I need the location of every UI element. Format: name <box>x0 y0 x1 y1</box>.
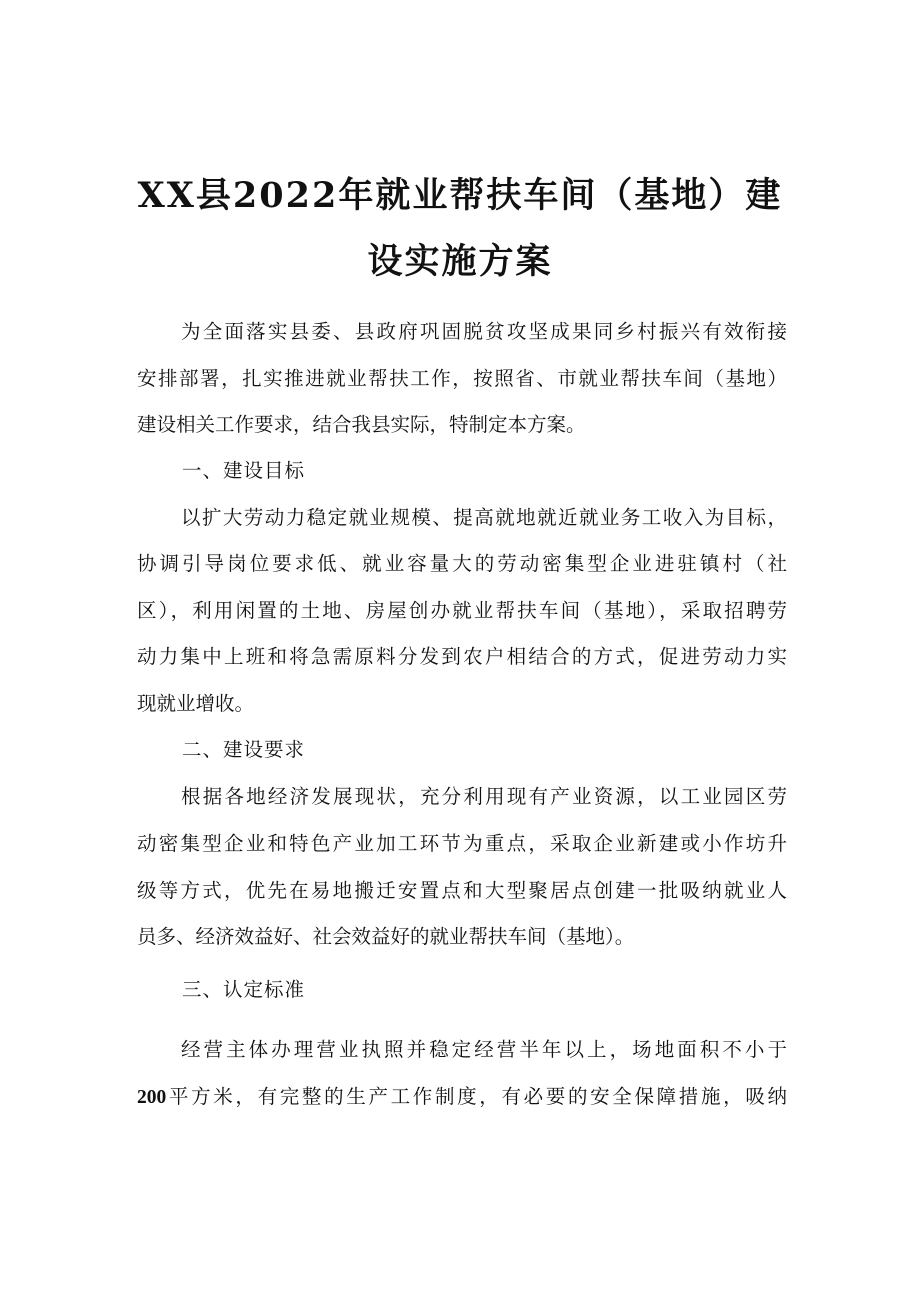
section-3-line-2 <box>137 1082 787 1112</box>
area-number: 200 <box>137 1087 167 1108</box>
section-1-line-2: 协调引导岗位要求低、就业容量大的劳动密集型企业进驻镇村（社 <box>137 552 787 575</box>
section-1-heading: 一、建设目标 <box>182 459 306 482</box>
section-3-line-2-text: 平方米，有完整的生产工作制度，有必要的安全保障措施，吸纳 <box>166 1085 787 1108</box>
section-2-line-2: 动密集型企业和特色产业加工环节为重点，采取企业新建或小作坊升 <box>137 832 787 855</box>
document-title-line-2: 设实施方案 <box>367 241 553 282</box>
section-2-line-3: 级等方式，优先在易地搬迁安置点和大型聚居点创建一批吸纳就业人 <box>137 879 787 902</box>
intro-line-2: 安排部署，扎实推进就业帮扶工作，按照省、市就业帮扶车间（基地） <box>137 367 787 390</box>
intro-line-1: 为全面落实县委、县政府巩固脱贫攻坚成果同乡村振兴有效衔接 <box>181 320 787 343</box>
section-2-line-1: 根据各地经济发展现状，充分利用现有产业资源，以工业园区劳 <box>181 785 787 808</box>
document-title-line-1: XX县2022年就业帮扶车间（基地）建 <box>137 175 783 216</box>
section-3-line-1: 经营主体办理营业执照并稳定经营半年以上，场地面积不小于 <box>181 1038 787 1061</box>
section-1-line-1: 以扩大劳动力稳定就业规模、提高就地就近就业务工收入为目标， <box>181 506 787 529</box>
intro-line-3: 建设相关工作要求，结合我县实际，特制定本方案。 <box>137 413 586 436</box>
section-3-heading: 三、认定标准 <box>182 978 306 1001</box>
section-1-line-5: 现就业增收。 <box>137 692 255 715</box>
section-1-line-3: 区），利用闲置的土地、房屋创办就业帮扶车间（基地），采取招聘劳 <box>137 599 787 622</box>
section-2-heading: 二、建设要求 <box>182 738 306 761</box>
section-1-line-4: 动力集中上班和将急需原料分发到农户相结合的方式，促进劳动力实 <box>137 645 787 668</box>
section-2-line-4: 员多、经济效益好、社会效益好的就业帮扶车间（基地）。 <box>137 925 635 948</box>
